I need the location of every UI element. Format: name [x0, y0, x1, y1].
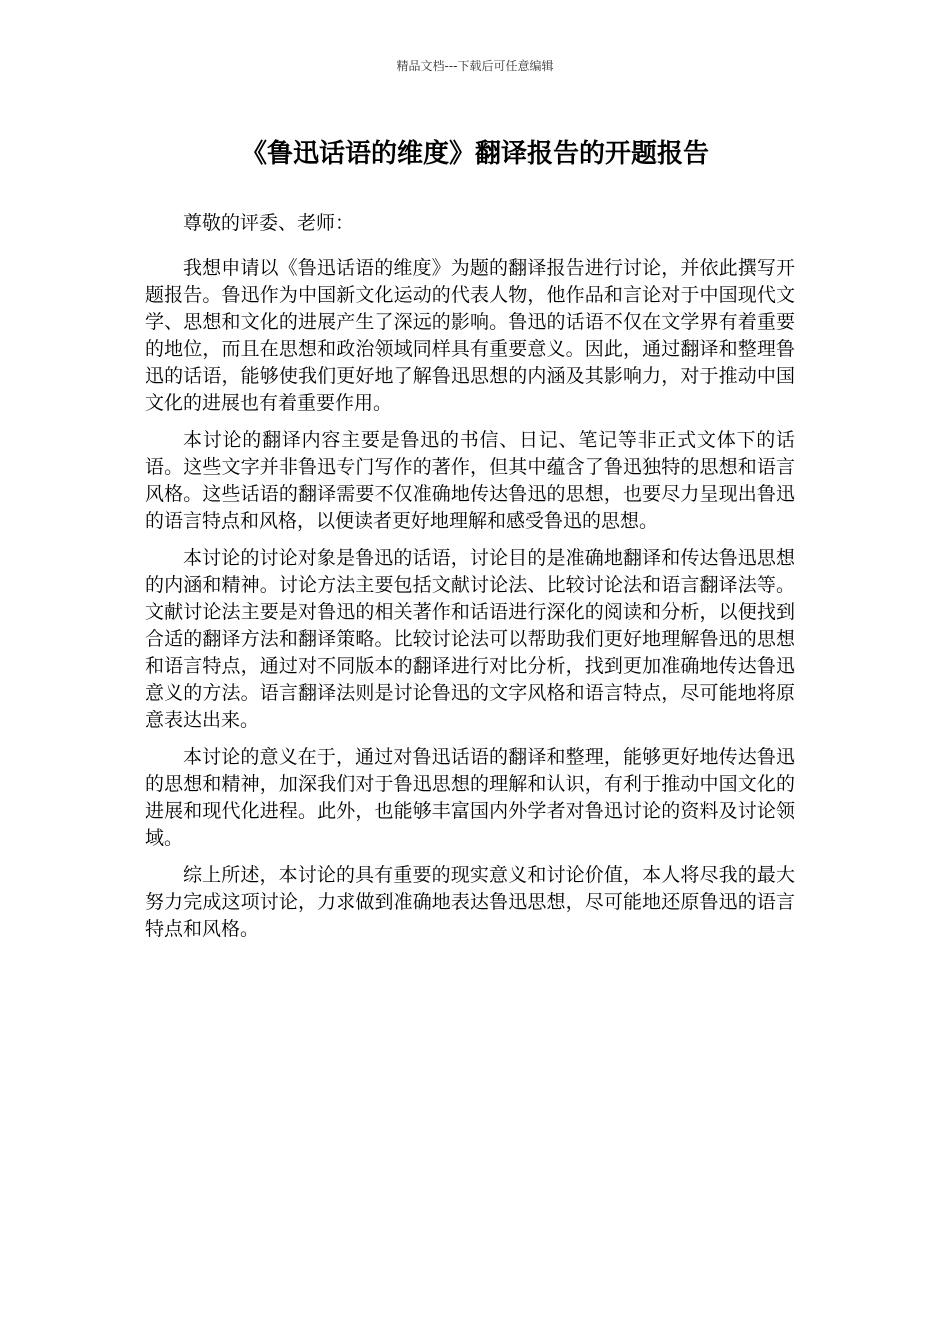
paragraph-conclusion: 综上所述，本讨论的具有重要的现实意义和讨论价值，本人将尽我的最大努力完成这项讨论，力求做到准确地表达鲁迅思想，尽可能地还原鲁迅的语言特点和风格。 [145, 864, 795, 940]
paragraph-significance: 本讨论的意义在于，通过对鲁迅话语的翻译和整理，能够更好地传达鲁迅的思想和精神，加深我们对于鲁迅思想的理解和认识，有利于推动中国文化的进展和现代化进程。此外，也能够丰富国内外学者对鲁迅讨论的资料及讨论领域。 [145, 746, 795, 849]
paragraph-translation-content: 本讨论的翻译内容主要是鲁迅的书信、日记、笔记等非正式文体下的话语。这些文字并非鲁迅专门写作的著作，但其中蕴含了鲁迅独特的思想和语言风格。这些话语的翻译需要不仅准确地传达鲁迅的思想，也要尽力呈现出鲁迅的语言特点和风格，以便读者更好地理解和感受鲁迅的思想。 [145, 429, 795, 532]
paragraph-research-method: 本讨论的讨论对象是鲁迅的话语，讨论目的是准确地翻译和传达鲁迅思想的内涵和精神。讨论方法主要包括文献讨论法、比较讨论法和语言翻译法等。文献讨论法主要是对鲁迅的相关著作和话语进行深化的阅读和分析，以便找到合适的翻译方法和翻译策略。比较讨论法可以帮助我们更好地理解鲁迅的思想和语言特点，通过对不同版本的翻译进行对比分析，找到更加准确地传达鲁迅意义的方法。语言翻译法则是讨论鲁迅的文字风格和语言特点，尽可能地将原意表达出来。 [145, 547, 795, 731]
document-body [145, 210, 795, 953]
paragraph-application: 我想申请以《鲁迅话语的维度》为题的翻译报告进行讨论，并依此撰写开题报告。鲁迅作为中国新文化运动的代表人物，他作品和言论对于中国现代文学、思想和文化的进展产生了深远的影响。鲁迅的话语不仅在文学界有着重要的地位，而且在思想和政治领域同样具有重要意义。因此，通过翻译和整理鲁迅的话语，能够使我们更好地了解鲁迅思想的内涵及其影响力，对于推动中国文化的进展也有着重要作用。 [145, 257, 795, 414]
header-note: 精品文档---下载后可任意编辑 [396, 59, 554, 73]
document-title: 《鲁迅话语的维度》翻译报告的开题报告 [240, 139, 709, 169]
salutation: 尊敬的评委、老师： [183, 212, 355, 234]
